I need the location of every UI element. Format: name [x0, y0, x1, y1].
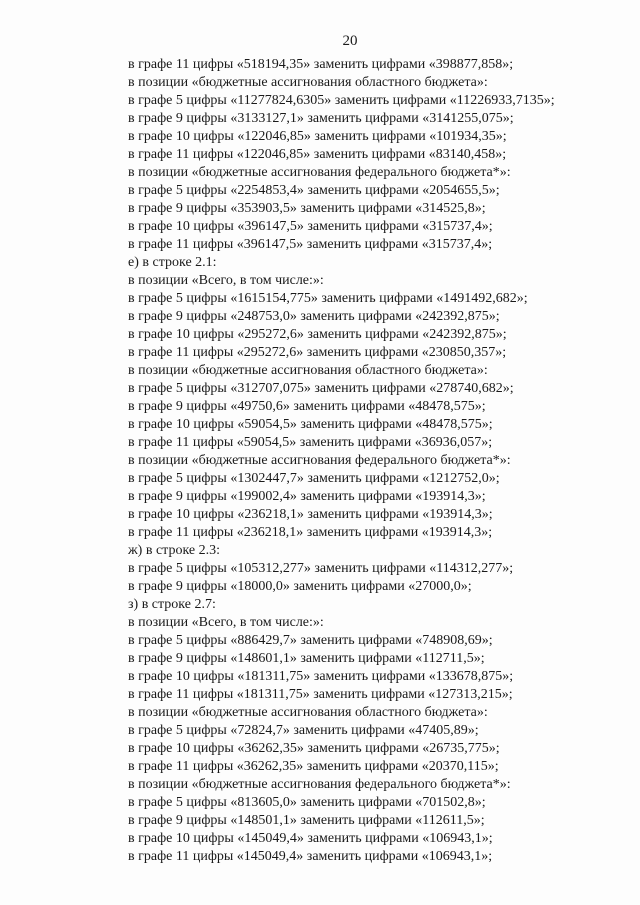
text-line: в графе 11 цифры «122046,85» заменить цифрами «83140,458»; — [128, 147, 507, 162]
text-line: в графе 11 цифры «396147,5» заменить цифрами «315737,4»; — [128, 237, 493, 252]
text-line: в графе 9 цифры «49750,6» заменить цифрами «48478,575»; — [128, 399, 486, 414]
text-line: з) в строке 2.7: — [128, 597, 216, 612]
text-line: в графе 11 цифры «145049,4» заменить цифрами «106943,1»; — [128, 849, 493, 864]
text-line: в графе 9 цифры «148501,1» заменить цифрами «112611,5»; — [128, 813, 485, 828]
text-line: в позиции «бюджетные ассигнования областного бюджета»: — [128, 705, 488, 720]
text-line: в графе 10 цифры «36262,35» заменить цифрами «26735,775»; — [128, 741, 500, 756]
text-line: в графе 5 цифры «11277824,6305» заменить цифрами «11226933,7135»; — [128, 93, 555, 108]
text-line: в графе 11 цифры «518194,35» заменить цифрами «398877,858»; — [128, 57, 514, 72]
text-line: в графе 9 цифры «353903,5» заменить цифрами «314525,8»; — [128, 201, 486, 216]
text-line: в позиции «бюджетные ассигнования федерального бюджета*»: — [128, 777, 511, 792]
text-line: в графе 11 цифры «36262,35» заменить цифрами «20370,115»; — [128, 759, 499, 774]
text-line: в графе 11 цифры «181311,75» заменить цифрами «127313,215»; — [128, 687, 513, 702]
text-line: в графе 11 цифры «295272,6» заменить цифрами «230850,357»; — [128, 345, 507, 360]
text-line: в графе 10 цифры «236218,1» заменить цифрами «193914,3»; — [128, 507, 493, 522]
text-line: е) в строке 2.1: — [128, 255, 217, 270]
text-line: в графе 5 цифры «886429,7» заменить цифрами «748908,69»; — [128, 633, 493, 648]
text-line: в позиции «бюджетные ассигнования областного бюджета»: — [128, 363, 488, 378]
text-line: в позиции «бюджетные ассигнования областного бюджета»: — [128, 75, 488, 90]
text-line: в графе 10 цифры «295272,6» заменить цифрами «242392,875»; — [128, 327, 507, 342]
text-line: в графе 9 цифры «148601,1» заменить цифрами «112711,5»; — [128, 651, 485, 666]
text-line: в графе 5 цифры «813605,0» заменить цифрами «701502,8»; — [128, 795, 486, 810]
text-line: в графе 9 цифры «18000,0» заменить цифрами «27000,0»; — [128, 579, 472, 594]
text-line: в графе 5 цифры «72824,7» заменить цифрами «47405,89»; — [128, 723, 479, 738]
text-line: в графе 11 цифры «59054,5» заменить цифрами «36936,057»; — [128, 435, 493, 450]
text-line: в позиции «Всего, в том числе:»: — [128, 615, 324, 630]
text-line: в графе 10 цифры «396147,5» заменить цифрами «315737,4»; — [128, 219, 493, 234]
amendment-list — [128, 56, 555, 866]
text-line: в позиции «бюджетные ассигнования федерального бюджета*»: — [128, 165, 511, 180]
text-line: в графе 5 цифры «105312,277» заменить цифрами «114312,277»; — [128, 561, 514, 576]
text-line: в графе 9 цифры «3133127,1» заменить цифрами «3141255,075»; — [128, 111, 514, 126]
text-line: в графе 11 цифры «236218,1» заменить цифрами «193914,3»; — [128, 525, 493, 540]
page-number: 20 — [342, 33, 358, 49]
text-line: в позиции «бюджетные ассигнования федерального бюджета*»: — [128, 453, 511, 468]
text-line: в графе 5 цифры «312707,075» заменить цифрами «278740,682»; — [128, 381, 514, 396]
text-line: в графе 10 цифры «59054,5» заменить цифрами «48478,575»; — [128, 417, 493, 432]
text-line: в графе 9 цифры «248753,0» заменить цифрами «242392,875»; — [128, 309, 500, 324]
text-line: в графе 10 цифры «122046,85» заменить цифрами «101934,35»; — [128, 129, 507, 144]
text-line: в позиции «Всего, в том числе:»: — [128, 273, 324, 288]
text-line: ж) в строке 2.3: — [128, 543, 221, 558]
text-line: в графе 10 цифры «145049,4» заменить цифрами «106943,1»; — [128, 831, 493, 846]
text-line: в графе 9 цифры «199002,4» заменить цифрами «193914,3»; — [128, 489, 486, 504]
text-line: в графе 5 цифры «2254853,4» заменить цифрами «2054655,5»; — [128, 183, 500, 198]
text-line: в графе 5 цифры «1302447,7» заменить цифрами «1212752,0»; — [128, 471, 500, 486]
text-line: в графе 5 цифры «1615154,775» заменить цифрами «1491492,682»; — [128, 291, 528, 306]
text-line: в графе 10 цифры «181311,75» заменить цифрами «133678,875»; — [128, 669, 514, 684]
